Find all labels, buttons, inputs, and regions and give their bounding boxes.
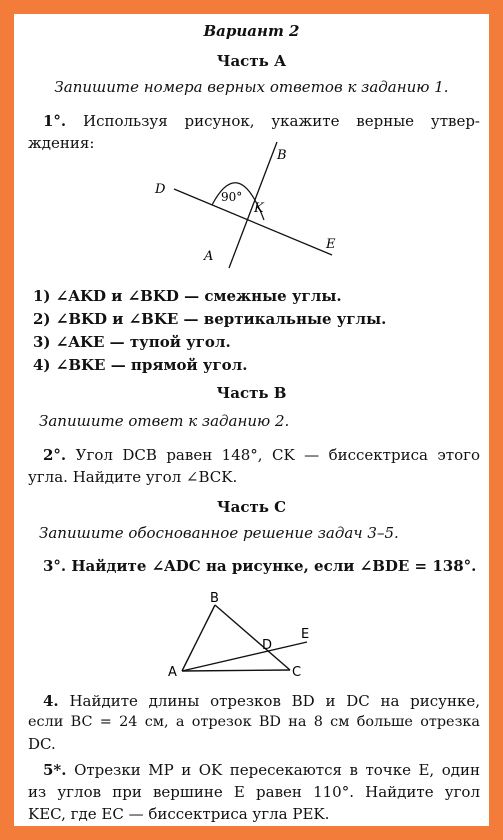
part-c-heading: Часть С [216,498,287,516]
figure-triangle [14,574,489,684]
point-label-a: A [168,665,177,680]
point-label-b: B [210,591,219,606]
task1-text: Используя рисунок, укажите верные утвер- [83,112,480,130]
side-ab [182,605,215,671]
option-3: 3) ∠AKE — тупой угол. [33,333,231,351]
task2-line2: угла. Найдите угол ∠BCK. [28,468,238,486]
task1-number: 1°. [43,112,67,130]
task4-line1 [43,692,480,710]
task4-text: Найдите длины отрезков BD и DC на рисунке, [69,692,480,710]
task5-line2: из углов при вершине E равен 110°. Найдите угол [28,783,480,801]
part-c-instruction: Запишите обоснованное решение задач 3–5. [39,524,399,542]
point-label-b: B [277,148,287,163]
task5-line1 [43,761,480,779]
option-1: 1) ∠AKD и ∠BKD — смежные углы. [33,287,342,305]
task2-number: 2°. [43,446,67,464]
task5-line3: KEC, где EC — биссектриса угла PEK. [28,805,330,823]
task2-line1 [43,446,480,464]
point-label-a: A [204,249,214,264]
part-b-heading: Часть В [216,384,287,402]
worksheet-page [14,14,489,826]
task4-line2: если BC = 24 см, а отрезок BD на 8 см больше отрезка [28,714,480,730]
task2-text: Угол DCB равен 148°, CK — биссектриса этого [75,446,480,464]
figure-intersecting-lines [14,14,489,294]
part-a-heading: Часть А [216,52,287,70]
point-label-d: D [262,638,273,653]
part-b-instruction: Запишите ответ к заданию 2. [39,412,290,430]
task5-text: Отрезки MP и OK пересекаются в точке E, один [74,761,480,779]
task4-number: 4. [43,692,59,710]
segment-ae [182,642,307,671]
task1-line2: ждения: [28,134,95,152]
point-label-e: E [301,627,310,642]
part-a-instruction: Запишите номера верных ответов к заданию 1. [54,78,449,96]
option-2: 2) ∠BKD и ∠BKE — вертикальные углы. [33,310,387,328]
variant-title: Вариант 2 [203,22,300,40]
task4-line3: DC. [28,735,56,753]
task5-number: 5*. [43,761,67,779]
point-label-k: K [254,201,264,216]
point-label-d: D [155,182,166,197]
point-label-e: E [326,237,336,252]
task3-text: 3°. Найдите ∠ADC на рисунке, если ∠BDE = 138°. [43,557,477,575]
line-de [174,189,332,255]
side-ac [182,670,290,671]
option-4: 4) ∠BKE — прямой угол. [33,356,248,374]
line-ab [229,142,277,268]
point-label-c: C [292,665,302,680]
angle-label: 90° [221,190,243,204]
